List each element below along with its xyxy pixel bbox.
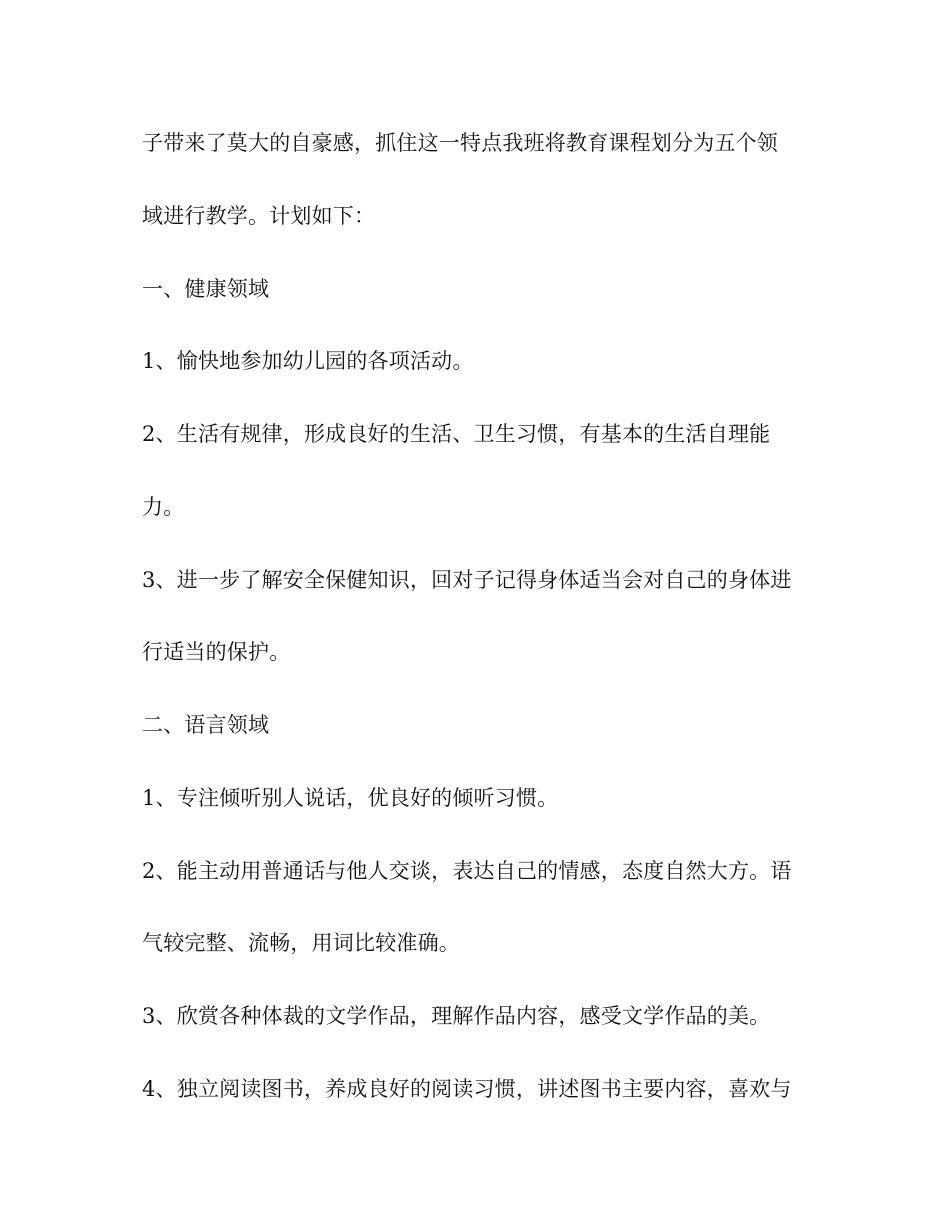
text-line: 2、生活有规律，形成良好的生活、卫生习惯，有基本的生活自理能 — [142, 422, 771, 446]
text-line: 2、能主动用普通话与他人交谈，表达自己的情感，态度自然大方。语 — [142, 859, 792, 883]
text-line: 气较完整、流畅，用词比较准确。 — [142, 931, 460, 955]
text-line: 力。 — [142, 495, 185, 519]
text-line: 子带来了莫大的自豪感，抓住这一特点我班将教育课程划分为五个领 — [142, 131, 778, 155]
text-line: 3、欣赏各种体裁的文学作品，理解作品内容，感受文学作品的美。 — [142, 1004, 771, 1028]
text-line: 域进行教学。计划如下： — [142, 204, 376, 228]
text-line: 4、独立阅读图书，养成良好的阅读习惯，讲述图书主要内容，喜欢与 — [142, 1077, 792, 1101]
text-line: 行适当的保护。 — [142, 640, 291, 664]
text-line: 1、专注倾听别人说话，优良好的倾听习惯。 — [142, 786, 559, 810]
section-heading: 一、健康领域 — [142, 277, 270, 301]
text-line: 3、进一步了解安全保健知识，回对子记得身体适当会对自己的身体进 — [142, 568, 792, 592]
text-line: 1、愉快地参加幼儿园的各项活动。 — [142, 349, 474, 373]
section-heading: 二、语言领域 — [142, 713, 270, 737]
